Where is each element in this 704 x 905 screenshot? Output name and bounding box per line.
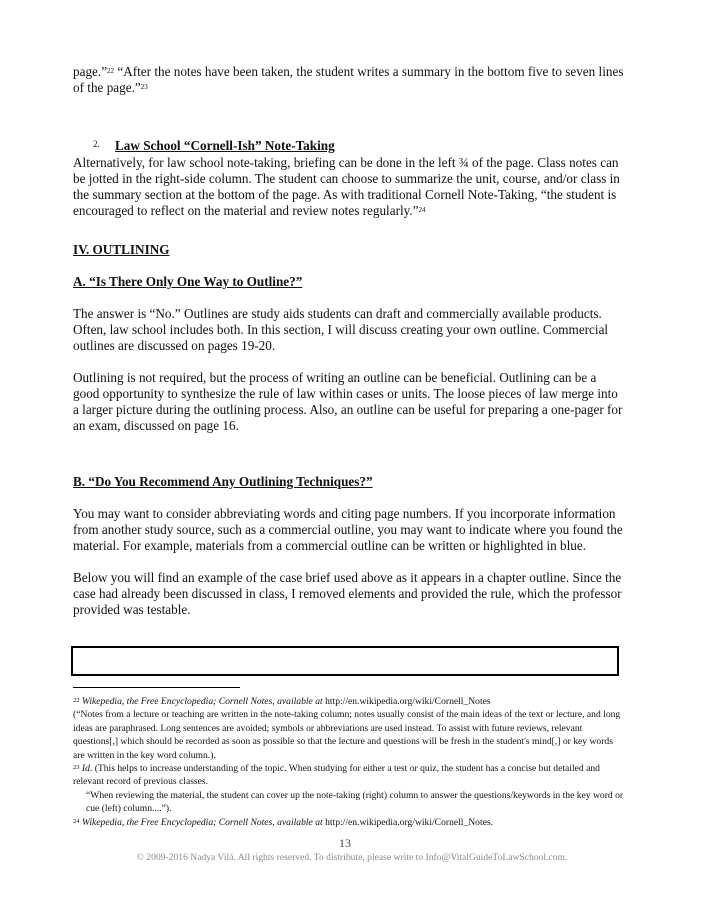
footnote-link[interactable]: http://en.wikipedia.org/wiki/Cornell_Notes bbox=[322, 696, 491, 707]
item-2-heading bbox=[73, 137, 625, 155]
footnote-ref-22[interactable]: 22 bbox=[107, 67, 115, 75]
footnote-ref-24[interactable]: 24 bbox=[418, 206, 426, 214]
subsection-b-paragraph-2: Below you will find an example of the case brief used above as it appears in a chapter outline. Since the case had already been discussed in class, I removed elements and provided the rule, which the professor provided was testable. bbox=[73, 570, 622, 617]
outline-box bbox=[71, 646, 619, 676]
item-2-body: Alternatively, for law school note-taking, briefing can be done in the left ¾ of the page. Class notes can be jotted in the right-side column. The student can choose to summarize the unit, course, and/or class in the summary section at the bottom of the page. As with traditional Cornell Note-Taking, “the student is encouraged to reflect on the material and review notes regularly.”$^{24}$ bbox=[73, 155, 620, 218]
subsection-heading-b: B. “Do You Recommend Any Outlining Techniques?” bbox=[73, 474, 373, 489]
footnote-23: $^{23}$ Id. (This helps to increase understanding of the topic. When studying for either a test or quiz, the student has a concise but detailed and relevant record of previous classes. bbox=[73, 763, 600, 788]
footnote-23-quote: “When reviewing the material, the student can cover up the note-taking (right) column to answer the questions/keywords in the key word or cue (left) column....”). bbox=[86, 789, 624, 815]
copyright-notice: © 2009-2016 Nadya Vilá. All rights reserved. To distribute, please write to Info@VitalGuideToLawSchool.com. bbox=[136, 852, 568, 863]
footnote-ref-23[interactable]: 23 bbox=[140, 83, 148, 91]
item-number: 2. bbox=[93, 139, 100, 149]
subsection-a-paragraph-1: The answer is “No.” Outlines are study aids students can draft and commercially available products. Often, law school includes both. In this section, I will discuss creating your own outline. Commercial outlines are discussed on pages 19-20. bbox=[73, 306, 609, 353]
page-body bbox=[73, 64, 625, 618]
subsection-b-paragraph-1: You may want to consider abbreviating words and citing page numbers. If you incorporate information from another study source, such as a commercial outline, you may want to indicate where you found the material. For example, materials from a commercial outline can be written or highlighted in blue. bbox=[73, 506, 623, 553]
footnote-24: $^{24}$ Wikepedia, the Free Encyclopedia; Cornell Notes, available at http://en.wikipedia.org/wiki/Cornell_Notes. bbox=[73, 816, 494, 828]
subsection-a-paragraph-2: Outlining is not required, but the process of writing an outline can be beneficial. Outlining can be a good opportunity to synthesize the rule of law within cases or units. The loose pieces of law merge into a larger picture during the outlining process. Also, an outline can be useful for preparing a one-pager for an exam, discussed on page 16. bbox=[73, 370, 623, 433]
page-number: 13 bbox=[339, 836, 351, 850]
item-2-title: Law School “Cornell-Ish” Note-Taking bbox=[115, 138, 335, 153]
intro-paragraph: page.”$^{22}$ “After the notes have been taken, the student writes a summary in the bottom five to seven lines of the page.”$^{23}$ bbox=[73, 64, 624, 95]
footnote-22: $^{22}$ Wikepedia, the Free Encyclopedia; Cornell Notes, available at http://en.wikipedia.org/wiki/Cornell_Notes (“Notes from a lecture or teaching are written in the note-taking column; notes usually consist of the main ideas of the text or lecture, and long ideas are paraphrased. Long sentences are avoided; symbols or abbreviations are used instead. To assist with future reviews, relevant questions[,] which should be recorded as soon as possible so that the lecture and questions will be fresh in the student's mind[,] or key words are written in the key word column.). bbox=[73, 696, 621, 761]
subsection-heading-a: A. “Is There Only One Way to Outline?” bbox=[73, 274, 303, 289]
section-heading-outlining: IV. OUTLINING bbox=[73, 242, 170, 257]
footnotes bbox=[73, 695, 625, 829]
footnote-link[interactable]: http://en.wikipedia.org/wiki/Cornell_Notes. bbox=[322, 816, 494, 828]
footnote-divider bbox=[73, 687, 240, 688]
